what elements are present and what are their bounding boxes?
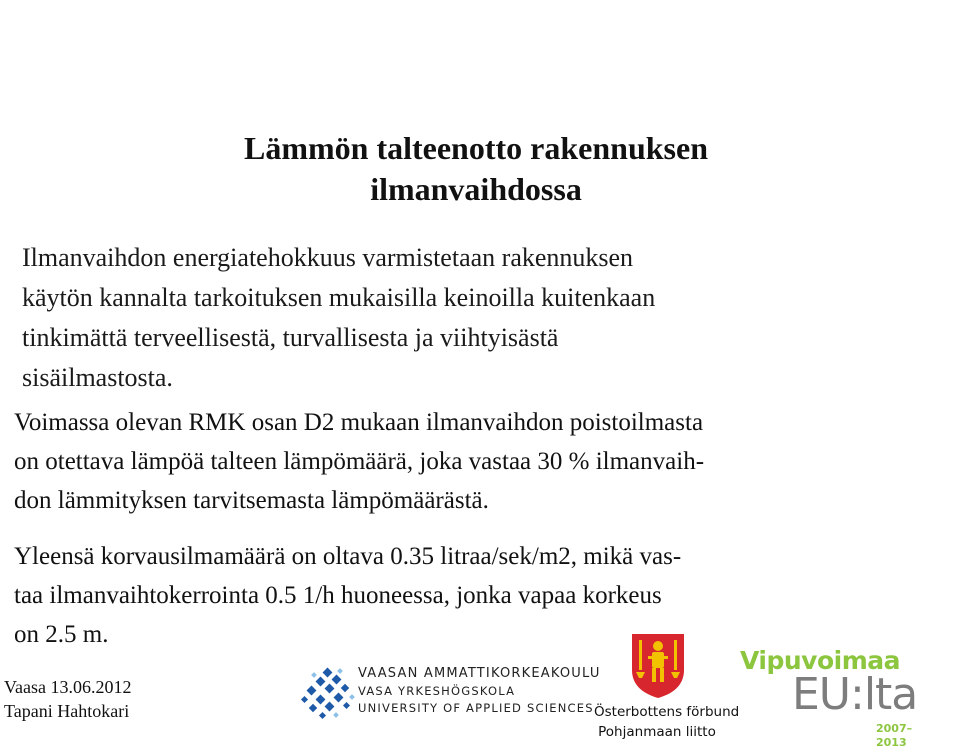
text-line: käytön kannalta tarkoituksen mukaisilla keinoilla kuitenkaan bbox=[22, 283, 656, 312]
coat-of-arms-icon bbox=[630, 632, 686, 700]
text-line: taa ilmanvaihtokerrointa 0.5 1/h huoneessa, jonka vapaa korkeus bbox=[14, 582, 662, 609]
paragraph-replacement-air bbox=[14, 537, 681, 654]
slide-title-line-2: ilmanvaihdossa bbox=[370, 171, 582, 207]
osterbottens-forbund-logo bbox=[594, 632, 740, 752]
text-line: Yleensä korvausilmamäärä on oltava 0.35 litraa/sek/m2, mikä vas- bbox=[14, 543, 682, 570]
vamk-name-sv: VASA YRKESHÖGSKOLA bbox=[358, 684, 516, 698]
obf-name-fi: Pohjanmaan liitto bbox=[598, 724, 716, 740]
text-line: don lämmityksen tarvitsemasta lämpömäärästä. bbox=[14, 487, 489, 514]
text-line: tinkimättä terveellisestä, turvallisesta ja viihtyisästä bbox=[22, 323, 559, 352]
eu-logo-main: EU:lta bbox=[792, 669, 918, 720]
footer-author-date bbox=[4, 675, 131, 723]
footer-author: Tapani Hahtokari bbox=[4, 701, 130, 721]
eu-logo-years: 2007–2013 bbox=[876, 722, 913, 749]
vipuvoimaa-eu-logo bbox=[740, 646, 940, 749]
slide-title bbox=[0, 128, 952, 210]
text-line: on otettava lämpöä talteen lämpömäärä, joka vastaa 30 % ilmanvaih- bbox=[14, 448, 705, 475]
text-line: sisäilmastosta. bbox=[22, 363, 173, 392]
text-line: Ilmanvaihdon energiatehokkuus varmistetaan rakennuksen bbox=[22, 243, 634, 272]
obf-name-sv: Österbottens förbund bbox=[594, 704, 740, 720]
vamk-name-en: UNIVERSITY OF APPLIED SCIENCES bbox=[358, 701, 594, 715]
eu-logo-headline: Vipuvoimaa bbox=[740, 646, 901, 675]
text-line: on 2.5 m. bbox=[14, 621, 109, 648]
vamk-logo bbox=[300, 665, 601, 725]
vamk-name-fi: VAASAN AMMATTIKORKEAKOULU bbox=[358, 666, 601, 681]
paragraph-rmk-d2 bbox=[14, 403, 704, 520]
footer-date: Vaasa 13.06.2012 bbox=[4, 677, 132, 697]
text-line: Voimassa olevan RMK osan D2 mukaan ilmanvaihdon poistoilmasta bbox=[14, 409, 704, 436]
paragraph-energy-efficiency bbox=[22, 238, 655, 398]
vamk-diamond-mark-icon bbox=[300, 667, 356, 723]
slide-title-line-1: Lämmön talteenotto rakennuksen bbox=[243, 130, 708, 166]
